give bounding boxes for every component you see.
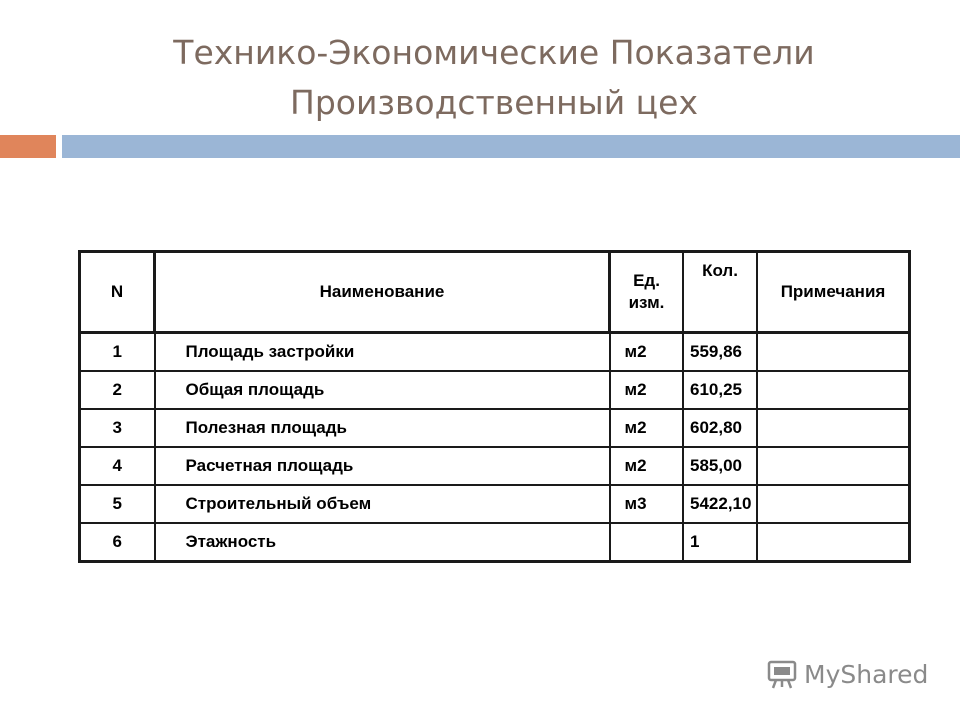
accent-bar-orange (0, 135, 56, 158)
header-unit (610, 252, 684, 333)
cell-note (757, 485, 910, 523)
table-row (80, 333, 910, 372)
cell-unit: м2 (610, 371, 684, 409)
cell-n: 3 (80, 409, 155, 447)
cell-name: Общая площадь (155, 371, 610, 409)
watermark-text: MyShared (804, 659, 929, 689)
cell-note (757, 333, 910, 372)
projector-screen-icon (766, 658, 798, 690)
cell-note (757, 371, 910, 409)
cell-qty: 559,86 (683, 333, 757, 372)
cell-qty: 585,00 (683, 447, 757, 485)
table-row (80, 447, 910, 485)
indicators-table (78, 250, 911, 563)
table-row (80, 371, 910, 409)
cell-qty: 610,25 (683, 371, 757, 409)
title-line-1: Технико-Экономические Показатели (173, 33, 815, 72)
cell-note (757, 523, 910, 562)
header-unit-line2: изм. (628, 293, 665, 312)
cell-name: Строительный объем (155, 485, 610, 523)
cell-unit: м2 (610, 447, 684, 485)
cell-unit: м2 (610, 333, 684, 372)
cell-qty: 602,80 (683, 409, 757, 447)
cell-note (757, 447, 910, 485)
header-name: Наименование (155, 252, 610, 333)
cell-n: 6 (80, 523, 155, 562)
cell-n: 2 (80, 371, 155, 409)
slide-title (0, 28, 960, 128)
cell-qty: 1 (683, 523, 757, 562)
cell-unit: м3 (610, 485, 684, 523)
cell-unit: м2 (610, 409, 684, 447)
cell-n: 4 (80, 447, 155, 485)
cell-qty: 5422,10 (683, 485, 757, 523)
header-note: Примечания (757, 252, 910, 333)
cell-name: Расчетная площадь (155, 447, 610, 485)
cell-name: Полезная площадь (155, 409, 610, 447)
cell-note (757, 409, 910, 447)
table-row (80, 485, 910, 523)
cell-n: 1 (80, 333, 155, 372)
cell-name: Этажность (155, 523, 610, 562)
cell-unit (610, 523, 684, 562)
table-header-row (80, 252, 910, 333)
table-row (80, 409, 910, 447)
cell-name: Площадь застройки (155, 333, 610, 372)
cell-n: 5 (80, 485, 155, 523)
header-qty: Кол. (683, 252, 757, 333)
title-line-2: Производственный цех (290, 83, 698, 122)
accent-bar-blue (62, 135, 960, 158)
watermark-logo (766, 654, 928, 694)
header-unit-line1: Ед. (633, 271, 660, 290)
header-n: N (80, 252, 155, 333)
table-row (80, 523, 910, 562)
